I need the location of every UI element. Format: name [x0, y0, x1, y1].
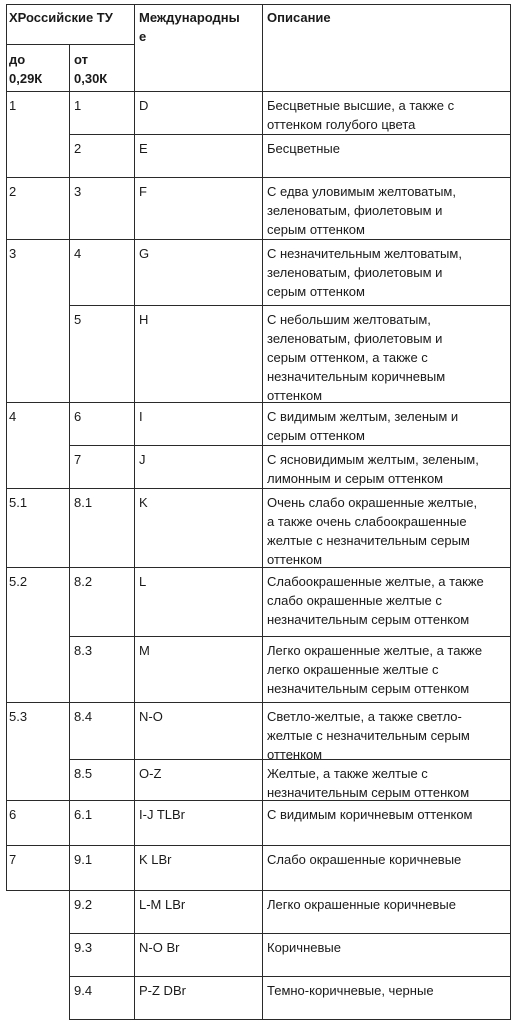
cell-description: Светло-желтые, а также светло- желтые с незначительным серым оттенком: [267, 709, 470, 762]
cell-from-030k: 2: [74, 141, 82, 156]
cell-description: Легко окрашенные желтые, а также легко окрашенные желтые с незначительным серым оттенком: [267, 643, 483, 696]
cell-upto-029k: 5.2: [9, 574, 28, 589]
cell-international-grade: O-Z: [139, 766, 162, 781]
row-line: [69, 976, 511, 977]
cell-international-grade: K: [139, 495, 148, 510]
cell-description: С видимым желтым, зеленым и серым оттенком: [267, 409, 459, 443]
cell-description: Желтые, а также желтые с незначительным серым оттенком: [267, 766, 470, 800]
header-upto-029k: до 0,29К: [9, 52, 43, 86]
column-divider: [69, 44, 70, 1020]
cell-upto-029k: 7: [9, 852, 17, 867]
row-line: [6, 890, 511, 891]
cell-from-030k: 5: [74, 312, 82, 327]
row-line: [69, 636, 511, 637]
cell-international-grade: N-O Br: [139, 940, 180, 955]
cell-international-grade: D: [139, 98, 149, 113]
column-divider: [134, 4, 135, 1020]
cell-from-030k: 4: [74, 246, 82, 261]
row-line: [6, 177, 511, 178]
row-line: [69, 305, 511, 306]
cell-international-grade: G: [139, 246, 150, 261]
cell-from-030k: 8.4: [74, 709, 93, 724]
cell-from-030k: 8.5: [74, 766, 93, 781]
cell-description: С незначительным желтоватым, зеленоватым, фиолетовым и серым оттенком: [267, 246, 462, 299]
cell-international-grade: L: [139, 574, 147, 589]
cell-from-030k: 9.1: [74, 852, 93, 867]
cell-upto-029k: 4: [9, 409, 17, 424]
row-line: [69, 933, 511, 934]
cell-international-grade: F: [139, 184, 147, 199]
cell-international-grade: I: [139, 409, 143, 424]
cell-from-030k: 8.2: [74, 574, 93, 589]
color-grade-table: [6, 4, 511, 1020]
column-divider: [262, 4, 263, 1020]
cell-description: Слабоокрашенные желтые, а также слабо окрашенные желтые с незначительным серым оттенком: [267, 574, 484, 627]
row-line: [6, 488, 511, 489]
header-international: Международны е: [139, 10, 240, 44]
cell-international-grade: P-Z DBr: [139, 983, 186, 998]
cell-description: Легко окрашенные коричневые: [267, 897, 456, 912]
cell-international-grade: I-J TLBr: [139, 807, 185, 822]
cell-description: С едва уловимым желтоватым, зеленоватым, фиолетовым и серым оттенком: [267, 184, 456, 237]
cell-from-030k: 6.1: [74, 807, 93, 822]
cell-international-grade: L-M LBr: [139, 897, 186, 912]
cell-international-grade: J: [139, 452, 146, 467]
row-line: [69, 134, 511, 135]
table-border-left: [6, 4, 7, 891]
cell-from-030k: 8.1: [74, 495, 93, 510]
header-subdivider: [6, 44, 135, 45]
cell-international-grade: K LBr: [139, 852, 172, 867]
cell-upto-029k: 5.3: [9, 709, 28, 724]
cell-from-030k: 9.3: [74, 940, 93, 955]
cell-from-030k: 3: [74, 184, 82, 199]
row-line: [6, 702, 511, 703]
cell-upto-029k: 3: [9, 246, 17, 261]
row-line: [6, 239, 511, 240]
cell-description: Коричневые: [267, 940, 341, 955]
cell-from-030k: 9.2: [74, 897, 93, 912]
cell-description: Бесцветные: [267, 141, 340, 156]
cell-upto-029k: 2: [9, 184, 17, 199]
cell-description: С небольшим желтоватым, зеленоватым, фиолетовым и серым оттенком, а также с незначительным коричневым оттенком: [267, 312, 446, 403]
cell-from-030k: 1: [74, 98, 82, 113]
table-border-bottom: [69, 1019, 511, 1020]
cell-description: С ясновидимым желтым, зеленым, лимонным и серым оттенком: [267, 452, 479, 486]
header-from-030k: от 0,30К: [74, 52, 108, 86]
cell-international-grade: H: [139, 312, 149, 327]
table-border-right: [510, 4, 511, 1020]
cell-description: Слабо окрашенные коричневые: [267, 852, 462, 867]
cell-international-grade: E: [139, 141, 148, 156]
row-line: [6, 845, 511, 846]
header-bottom-line: [6, 91, 511, 92]
cell-upto-029k: 5.1: [9, 495, 28, 510]
cell-from-030k: 9.4: [74, 983, 93, 998]
cell-description: С видимым коричневым оттенком: [267, 807, 473, 822]
header-russian-tu: ХРоссийские ТУ: [9, 10, 113, 25]
cell-from-030k: 7: [74, 452, 82, 467]
cell-from-030k: 8.3: [74, 643, 93, 658]
cell-upto-029k: 1: [9, 98, 17, 113]
cell-from-030k: 6: [74, 409, 82, 424]
header-description: Описание: [267, 10, 331, 25]
cell-international-grade: M: [139, 643, 150, 658]
cell-description: Темно-коричневые, черные: [267, 983, 434, 998]
cell-description: Очень слабо окрашенные желтые, а также очень слабоокрашенные желтые с незначительным серым оттенком: [267, 495, 478, 567]
cell-international-grade: N-O: [139, 709, 163, 724]
cell-description: Бесцветные высшие, а также с оттенком голубого цвета: [267, 98, 455, 132]
cell-upto-029k: 6: [9, 807, 17, 822]
table-border-top: [6, 4, 511, 5]
row-line: [69, 445, 511, 446]
